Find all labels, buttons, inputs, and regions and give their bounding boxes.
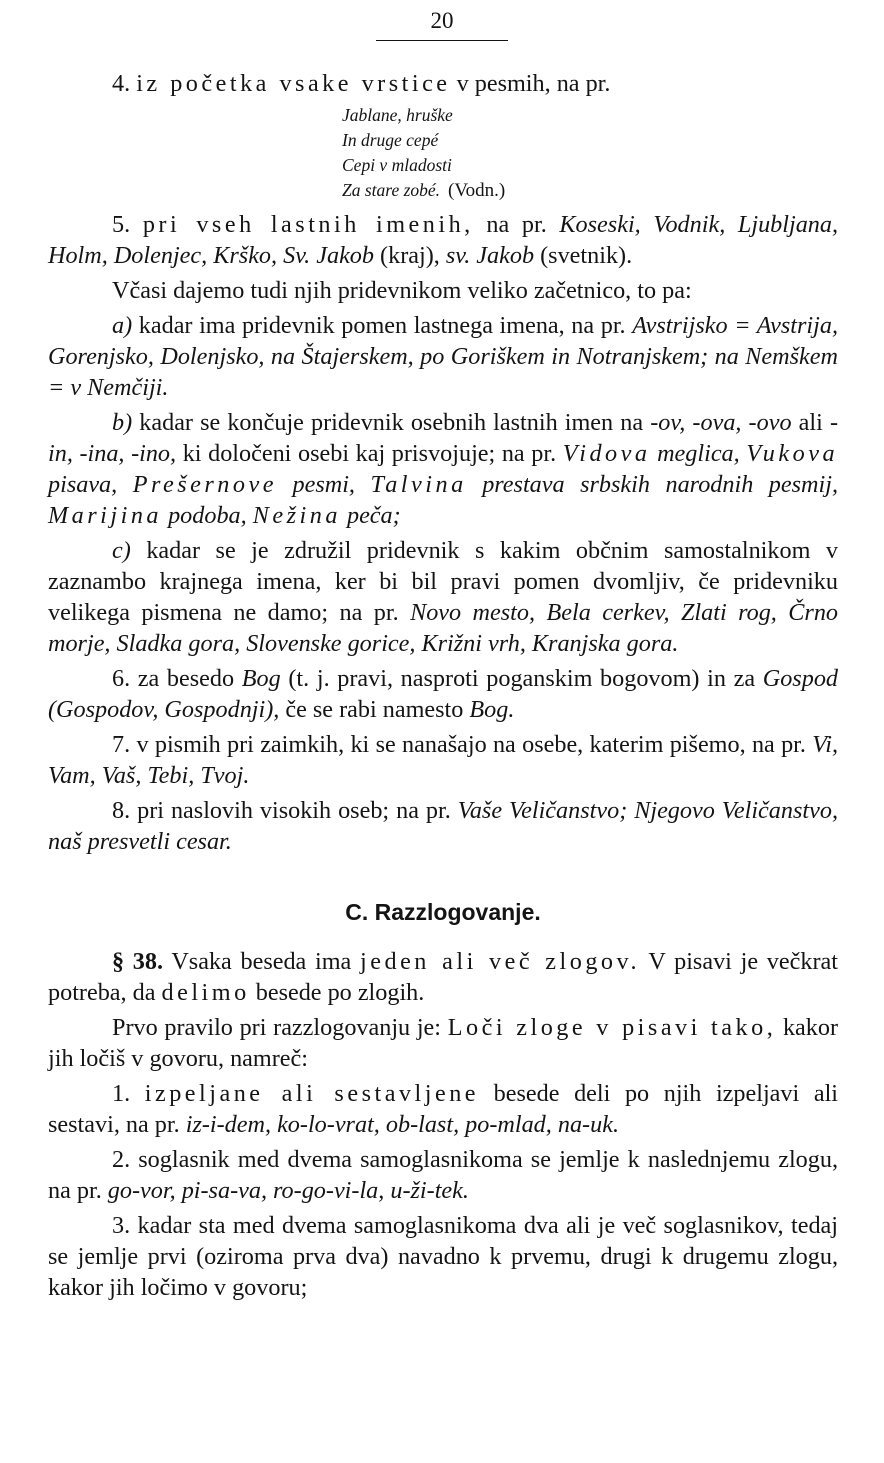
subitem-c <box>48 535 838 659</box>
spaced-text: delimo <box>161 979 250 1006</box>
subitem-b <box>48 407 838 531</box>
item-text: besede po zlogih. <box>255 979 425 1006</box>
example-word: pesmi, <box>292 471 355 498</box>
rule-3 <box>48 1210 838 1303</box>
example-name: Vidova <box>562 440 651 467</box>
example-name: Nežina <box>252 502 341 529</box>
item-7 <box>48 729 838 791</box>
spaced-text: jeden ali več zlogov. <box>360 948 641 975</box>
example-word: meglica, <box>657 440 740 467</box>
paragraph-38 <box>48 946 838 1008</box>
item-text: kakor jih ločiš v govoru, namreč: <box>48 1014 839 1072</box>
endings: -in, -ina, -ino, <box>48 409 839 467</box>
item-number: 8. <box>112 797 131 824</box>
item-text: pri naslovih visokih oseb; na pr. <box>137 797 451 824</box>
example-word: podoba, <box>168 502 247 529</box>
vcasi-paragraph: Včasi dajemo tudi njih pridevnikom veliko začetnico, to pa: <box>112 277 692 304</box>
page-body <box>48 68 838 1307</box>
item-text: kadar sta med dvema samoglasnikoma dva ali je več soglasnikov, tedaj se jemlje prvi (oziroma prva dva) navadno k prvemu, drugi k drugemu zlogu, kakor jih ločimo v govoru; <box>48 1212 838 1301</box>
poem-quote <box>342 103 838 203</box>
rule-paragraph <box>48 1012 838 1074</box>
example-word: Bog <box>241 665 281 692</box>
item-number: 3. <box>112 1212 131 1239</box>
subitem-label: c) <box>112 537 131 564</box>
subitem-label: b) <box>112 409 133 436</box>
item-number: 1. <box>112 1080 131 1107</box>
example-names: sv. Jakob <box>445 242 535 269</box>
item-text: na pr. <box>486 211 547 238</box>
example-word: peča; <box>346 502 401 529</box>
rule-2 <box>48 1144 838 1206</box>
item-text: V pisavi je večkrat potreba, da <box>48 948 838 1006</box>
item-text: za besedo <box>137 665 235 692</box>
item-8 <box>48 795 838 857</box>
subitem-label: a) <box>112 312 133 339</box>
item-text: (t. j. pravi, nasproti poganskim bogovom) in za <box>288 665 756 692</box>
item-text: v pismih pri zaimkih, ki se nanašajo na osebe, katerim pišemo, na pr. <box>136 731 806 758</box>
example-word: pisava, <box>48 471 118 498</box>
item-text: besede deli po njih izpeljavi ali sestavi, na pr. <box>48 1080 839 1138</box>
item-text: v pesmih, na pr. <box>456 70 611 97</box>
item-number: 6. <box>112 665 131 692</box>
item-number: 2. <box>112 1146 131 1173</box>
item-text: soglasnik med dvema samoglasnikoma se jemlje k naslednjemu zlogu, na pr. <box>48 1146 839 1204</box>
item-text: kadar se končuje pridevnik osebnih lastnih imen na <box>139 409 644 436</box>
spaced-text: izpeljane ali sestavljene <box>144 1080 480 1107</box>
item-5 <box>48 209 838 271</box>
example-word: Gospod (Gospodov, Gospodnji), <box>48 665 839 723</box>
poem-line: Cepi v mladosti <box>342 155 452 175</box>
example-words: iz-i-dem, ko-lo-vrat, ob-last, po-mlad, na-uk. <box>185 1111 619 1138</box>
item-4 <box>48 68 838 99</box>
subitem-a <box>48 310 838 403</box>
item-text: kadar se je združil pridevnik s kakim občnim samostalnikom v zaznambo krajnega imena, ker bi bil pravi pomen dvomljiv, če pridevniku velikega pismena ne damo; na pr. <box>48 537 838 626</box>
item-number: 7. <box>112 731 131 758</box>
example-names: Novo mesto, Bela cerkev, Zlati rog, Črno morje, Sladka gora, Slovenske gorice, Križni vrh, Kranjska gora. <box>48 599 839 657</box>
example-name: Prešernove <box>132 471 277 498</box>
item-number: 4. <box>112 70 131 97</box>
header-rule <box>376 40 508 41</box>
paragraph-mark: § 38. <box>112 948 164 975</box>
item-text: Prvo pravilo pri razzlogovanju je: <box>112 1014 442 1041</box>
example-word: prestava srbskih narodnih pesmij, <box>482 471 839 498</box>
spaced-text: pri vseh lastnih imenih, <box>142 211 474 238</box>
example-name: Vukova <box>746 440 839 467</box>
example-words: go-vor, pi-sa-va, ro-go-vi-la, u-ži-tek. <box>107 1177 469 1204</box>
poem-line: In druge cepé <box>342 130 439 150</box>
example-name: Talvina <box>370 471 467 498</box>
section-heading: C. Razzlogovanje. <box>345 899 541 925</box>
example-words: Vi, Vam, Vaš, Tebi, Tvoj. <box>48 731 838 789</box>
item-text: če se rabi namesto <box>285 696 464 723</box>
rule-1 <box>48 1078 838 1140</box>
spaced-text: iz početka vsake vrstice <box>136 70 451 97</box>
page-number: 20 <box>430 8 454 33</box>
item-text: ali <box>798 409 823 436</box>
spaced-text: Loči zloge v pisavi tako, <box>447 1014 777 1041</box>
item-text: (kraj), <box>380 242 440 269</box>
item-text: (svetnik). <box>540 242 633 269</box>
endings: -ov, -ova, -ovo <box>650 409 792 436</box>
item-text: Vsaka beseda ima <box>171 948 352 975</box>
item-number: 5. <box>112 211 131 238</box>
poem-source: (Vodn.) <box>448 180 506 201</box>
example-name: Marijina <box>48 502 163 529</box>
item-text: ki določeni osebi kaj prisvojuje; na pr. <box>182 440 557 467</box>
item-text: kadar ima pridevnik pomen lastnega imena, na pr. <box>138 312 626 339</box>
item-6 <box>48 663 838 725</box>
example-names: Koseski, Vodnik, Ljubljana, Holm, Dolenjec, Krško, Sv. Jakob <box>48 211 839 269</box>
poem-line: Za stare zobé. <box>342 180 441 200</box>
example-word: Bog. <box>469 696 515 723</box>
example-names: Avstrijsko = Avstrija, Gorenjsko, Dolenjsko, na Štajerskem, po Goriškem in Notranjskem; na Nemškem = v Nemčiji. <box>48 312 838 401</box>
example-words: Vaše Veličanstvo; Njegovo Veličanstvo, naš presvetli cesar. <box>48 797 838 855</box>
poem-line: Jablane, hruške <box>342 105 453 125</box>
